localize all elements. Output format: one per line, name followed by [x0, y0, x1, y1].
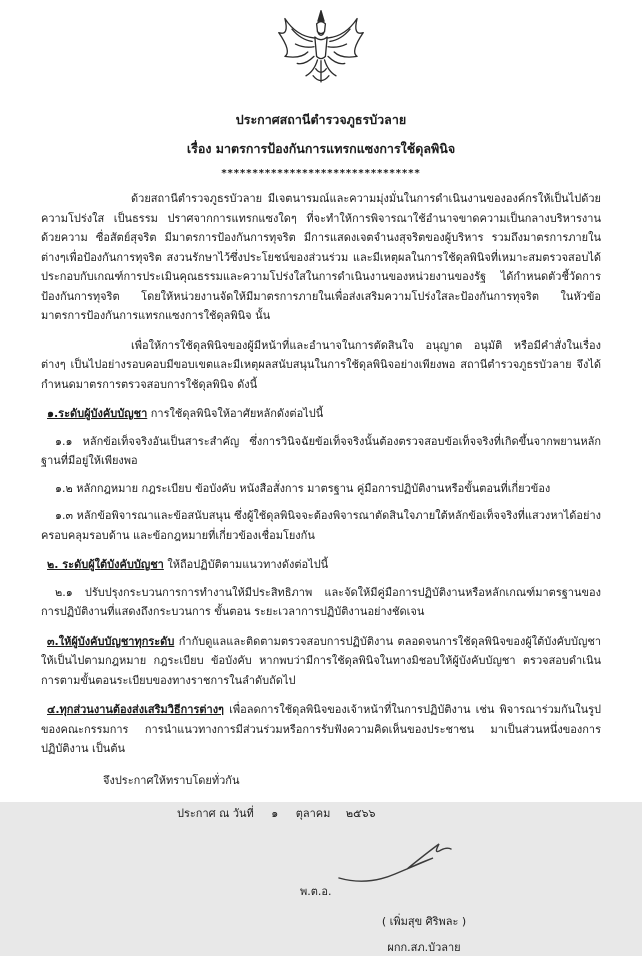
section-1 — [41, 404, 601, 424]
section-4 — [41, 700, 601, 759]
section-1-item-2: ๑.๒ หลักกฎหมาย กฎระเบียบ ข้อบังคับ หนังสือสั่งการ มาตรฐาน คู่มือการปฏิบัติงานหรือขั้นตอนที่เกี่ยวข้อง — [55, 481, 551, 495]
signer-rank: พ.ต.อ. — [300, 885, 332, 898]
date-month: ตุลาคม — [295, 807, 331, 820]
garuda-emblem-icon — [268, 81, 374, 100]
section-2-item-1: ๒.๑ ปรับปรุงกระบวนการการทำงานให้มีประสิทธิภาพ และจัดให้มีคู่มือการปฏิบัติงานหรือหลักเกณฑ์มาตรฐานของการปฏิบัติงานที่แสดงถึงกระบวนการ ขั้นตอน ระยะเวลาการปฏิบัติงานอย่างชัดเจน — [41, 585, 601, 618]
announcement-date-line — [177, 804, 601, 822]
signature-block — [41, 826, 601, 956]
document-subject: เรื่อง มาตรการป้องกันการแทรกแซงการใช้ดุลพินิจ — [186, 141, 456, 156]
section-2 — [41, 555, 601, 575]
date-year: ๒๕๖๖ — [345, 807, 376, 820]
section-2-heading: ๒. ระดับผู้ใต้บังคับบัญชา — [47, 558, 164, 571]
section-4-text: เพื่อลดการใช้ดุลพินิจของเจ้าหน้าที่ในการปฏิบัติงาน เช่น พิจารณาร่วมกันในรูปของคณะกรรมการ การนำแนวทางการมีส่วนร่วมหรือการรับฟังความคิดเห็นของประชาชน มาเป็นส่วนหนึ่งของการปฏิบัติงาน เป็นต้น — [41, 703, 601, 755]
section-1-text: การใช้ดุลพินิจให้อาศัยหลักดังต่อไปนี้ — [147, 407, 324, 420]
document-body — [41, 189, 601, 790]
date-day: ๑ — [271, 807, 279, 820]
section-3-text: กำกับดูแลและติดตามตรวจสอบการปฏิบัติงาน ตลอดจนการใช้ดุลพินิจของผู้ใต้บังคับบัญชาให้เป็นไปตามกฎหมาย กฎระเบียบ ข้อบังคับ หากพบว่ามีการใช้ดุลพินิจในทางมิชอบให้ผู้บังคับบัญชา ตรวจสอบดำเนินการตามขั้นตอนระเบียบของทางราชการในลำดับถัดไป — [41, 634, 601, 687]
signer-position: ผกก.สภ.บัวลาย — [387, 941, 461, 954]
section-3-heading: ๓.ให้ผู้บังคับบัญชาทุกระดับ — [47, 634, 175, 648]
section-3 — [41, 632, 601, 691]
paragraph-preamble-2: เพื่อให้การใช้ดุลพินิจของผู้มีหน้าที่และอำนาจในการตัดสินใจ อนุญาต อนุมัติ หรือมีคำสั่งในเรื่อง ต่างๆ เป็นไปอย่างรอบคอบมีขอบเขตและมีเหตุผลสนับสนุนในการใช้ดุลพินิจอย่างเพียงพอ สถานีตำรวจภูธรบัวลาย จึงได้กำหนดมาตรการตรวจสอบการใช้ดุลพินิจ ดังนี้ — [41, 338, 601, 391]
emblem-container — [41, 8, 601, 100]
signer-name: ( เพิ่มสุข ศิริพละ ) — [381, 915, 467, 928]
signature-scribble — [333, 838, 463, 892]
section-1-item-3: ๑.๓ หลักข้อพิจารณาและข้อสนับสนุน ซึ่งผู้ใช้ดุลพินิจจะต้องพิจารณาตัดสินใจภายใต้หลักข้อเท็จจริงที่แสวงหาได้อย่างครอบคลุมรอบด้าน และข้อกฎหมายที่เกี่ยวข้องเชื่อมโยงกัน — [41, 509, 601, 542]
section-2-text: ให้ถือปฏิบัติตามแนวทางดังต่อไปนี้ — [163, 558, 329, 571]
section-1-item-1: ๑.๑ หลักข้อเท็จจริงอันเป็นสาระสำคัญ ซึ่งการวินิจฉัยข้อเท็จจริงนั้นต้องตรวจสอบข้อเท็จจริงที่เกิดขึ้นจากพยานหลักฐานที่มีอยู่ให้เพียงพอ — [41, 434, 601, 467]
asterisk-divider: ******************************** — [221, 168, 421, 179]
section-4-heading: ๔.ทุกส่วนงานต้องส่งเสริมวิธีการต่างๆ — [47, 703, 224, 716]
section-1-heading: ๑.ระดับผู้บังคับบัญชา — [47, 407, 148, 420]
document-title: ประกาศสถานีตำรวจภูธรบัวลาย — [235, 112, 407, 127]
paragraph-preamble-1: ด้วยสถานีตำรวจภูธรบัวลาย มีเจตนารมณ์และความมุ่งมั่นในการดำเนินงานขององค์กรให้เป็นไปด้วยความโปร่งใส เป็นธรรม ปราศจากการแทรกแซงใดๆ ที่จะทำให้การพิจารณาใช้อำนาจขาดความเป็นกลางบริหารงานด้วยความ ซื่อสัตย์สุจริต มีมาตรการป้องกันการทุจริต มีการแสดงเจตจำนงสุจริตของผู้บริหาร รวมถึงมาตรการภายในต่างๆเพื่อป้องกันการทุจริต สงวนรักษาไว้ซึ่งประโยชน์ของส่วนร่วม และมีเหตุผลในการใช้ดุลพินิจที่เหมาะสมตรวจสอบได้ประกอบกับเกณฑ์การประเมินคุณธรรมและความโปร่งใสในการดำเนินงานของหน่วยงานของรัฐ ได้กำหนดตัวชี้วัดการป้องกันการทุจริต โดยให้หน่วยงานจัดให้มีมาตรการภายในเพื่อส่งเสริมความโปร่งใสละป้องกันการทุจริต ในหัวข้อ มาตรการป้องกันการแทรกแซงการใช้ดุลพินิจ นั้น — [41, 192, 601, 322]
closing-statement: จึงประกาศให้ทราบโดยทั่วกัน — [103, 773, 240, 787]
date-label: ประกาศ ณ วันที่ — [177, 807, 254, 820]
